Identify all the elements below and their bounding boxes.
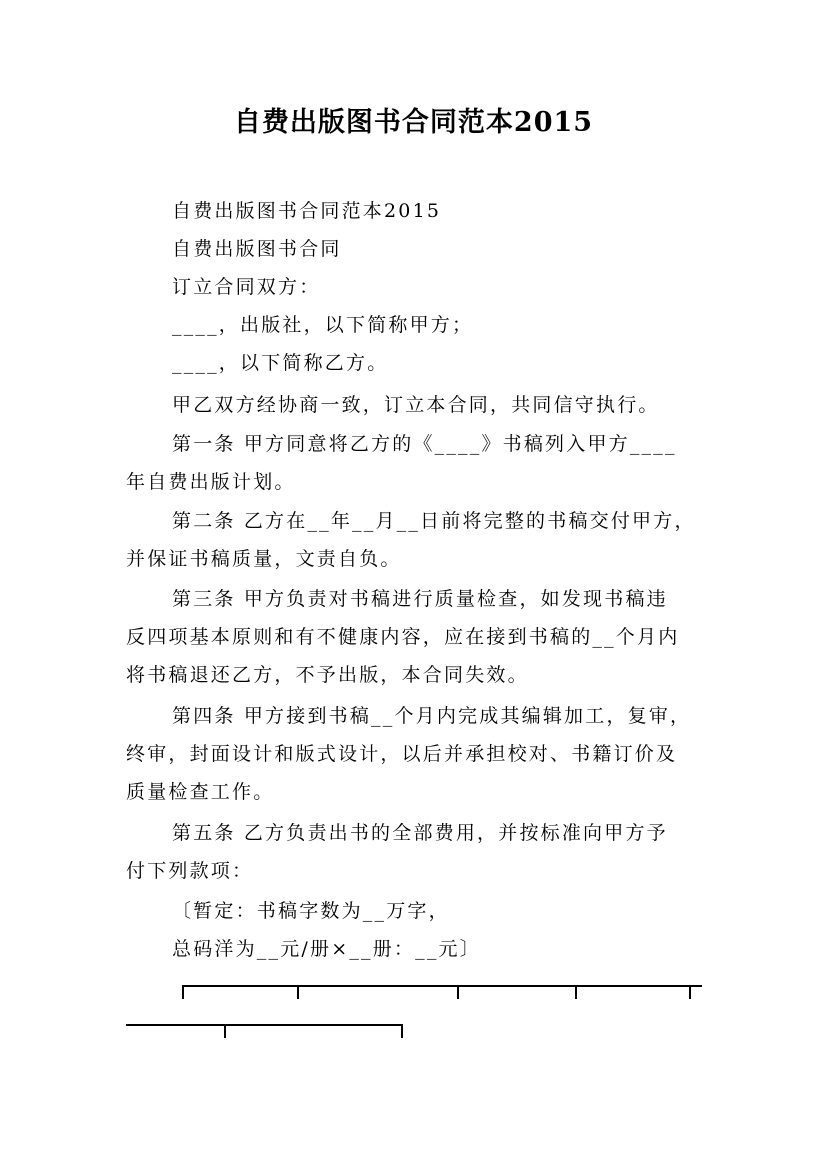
table-column-divider [297,985,299,999]
paragraph-article-2: 第二条 乙方在__年__月__日前将完整的书稿交付甲方， 并保证书稿质量，文责自负。 [126,510,696,570]
table-corner-left [182,985,184,999]
table-column-divider [689,985,691,999]
paragraph-heading: 自费出版图书合同范本2015 [172,200,442,222]
paragraph-parties-intro: 订立合同双方： [172,276,321,298]
table-top-border [182,985,702,987]
table-column-divider [457,985,459,999]
paragraph-subtitle: 自费出版图书合同 [172,238,342,260]
paragraph-article-1: 第一条 甲方同意将乙方的《____》书稿列入甲方____ 年自费出版计划。 [126,433,677,493]
table-second-border [126,1024,403,1026]
paragraph-article-4: 第四条 甲方接到书稿__个月内完成其编辑加工，复审， 终审，封面设计和版式设计，以后并承担校对、书籍订价及 质量检查工作。 [126,705,692,803]
paragraph-article-5: 第五条 乙方负责出书的全部费用，并按标准向甲方予 付下列款项： [126,822,668,882]
paragraph-party-a: ____，出版社，以下简称甲方； [172,314,474,336]
paragraph-party-b: ____，以下简称乙方。 [172,352,389,374]
paragraph-agreement: 甲乙双方经协商一致，订立本合同，共同信守执行。 [172,394,660,416]
table-column-divider [575,985,577,999]
table-corner-right [401,1024,403,1038]
paragraph-tentative-words: 〔暂定：书稿字数为__万字， [172,900,450,922]
document-title: 自费出版图书合同范本2015 [233,107,594,138]
table-column-divider [224,1024,226,1038]
paragraph-article-3: 第三条 甲方负责对书稿进行质量检查，如发现书稿违 反四项基本原则和有不健康内容，应在接到书稿的__个月内 将书稿退还乙方，不予出版，本合同失效。 [126,588,680,686]
paragraph-total-price: 总码洋为__元/册×__册：__元〕 [172,938,481,960]
